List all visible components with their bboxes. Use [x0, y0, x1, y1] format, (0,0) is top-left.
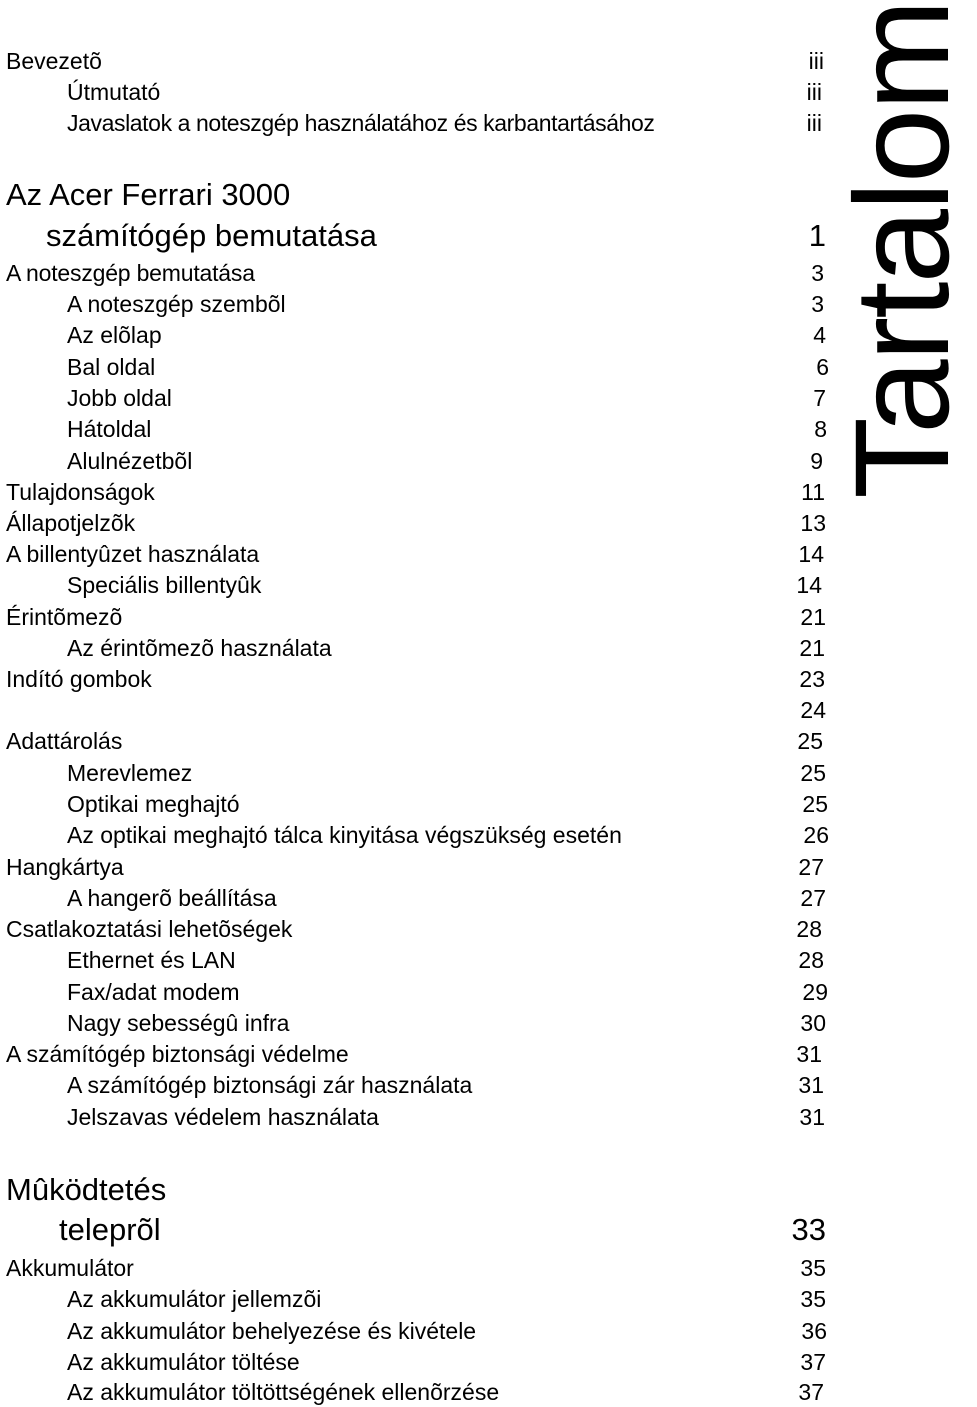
toc-entry[interactable] [0, 820, 960, 850]
toc-entry-title: Az elõlap [67, 322, 162, 348]
toc-entry-page: iii [808, 48, 824, 74]
toc-entry[interactable] [0, 789, 960, 819]
toc-entry-page: 7 [813, 385, 826, 411]
side-title [828, 0, 977, 510]
chapter-page: 1 [808, 218, 826, 253]
toc-entry[interactable] [0, 883, 960, 913]
toc-entry-title: Ethernet és LAN [67, 947, 236, 973]
toc-entry[interactable] [0, 1039, 960, 1069]
toc-entry-page: 31 [796, 1041, 822, 1067]
toc-entry[interactable] [0, 320, 960, 350]
toc-entry-title: Állapotjelzõk [6, 510, 136, 536]
toc-entry-title: A számítógép biztonsági zár használata [67, 1072, 473, 1098]
toc-entry-title: Hangkártya [6, 854, 124, 880]
toc-entry-title: Bevezetõ [6, 48, 102, 74]
toc-entry-title: Akkumulátor [6, 1255, 134, 1281]
toc-entry-title: Útmutató [67, 79, 161, 105]
toc-entry-title: Fax/adat modem [67, 979, 240, 1005]
toc-entry-title: Adattárolás [6, 728, 123, 754]
toc-entry[interactable] [0, 945, 960, 975]
toc-entry-page: 25 [800, 760, 826, 786]
toc-entry-page: 3 [811, 260, 824, 286]
toc-entry[interactable] [0, 383, 960, 413]
toc-entry[interactable] [0, 602, 960, 632]
toc-entry[interactable] [0, 352, 960, 382]
toc-entry-page: 23 [799, 666, 825, 692]
toc-entry[interactable] [0, 726, 960, 756]
toc-entry-title: Jelszavas védelem használata [67, 1104, 379, 1130]
toc-entry-page: 27 [800, 885, 826, 911]
toc-entry-page: 35 [800, 1286, 826, 1312]
toc-entry-page: 25 [802, 791, 828, 817]
toc-entry-title: Az akkumulátor töltése [67, 1349, 300, 1375]
toc-entry-page: 29 [802, 979, 828, 1005]
toc-entry-page: 14 [798, 541, 824, 567]
toc-entry-page: 26 [803, 822, 829, 848]
toc-entry-page: 36 [801, 1318, 827, 1344]
toc-entry-title: Tulajdonságok [6, 479, 155, 505]
toc-entry[interactable] [0, 289, 960, 319]
toc-entry[interactable] [0, 977, 960, 1007]
toc-entry-page: 37 [798, 1379, 824, 1405]
toc-entry-page: 31 [799, 1104, 825, 1130]
toc-entry[interactable] [0, 570, 960, 600]
toc-entry-title: Optikai meghajtó [67, 791, 240, 817]
toc-entry[interactable] [0, 664, 960, 694]
toc-entry-page: 37 [800, 1349, 826, 1375]
toc-entry[interactable] [0, 1008, 960, 1038]
toc-entry-title: Alulnézetbõl [67, 448, 193, 474]
toc-entry-title: Hátoldal [67, 416, 152, 442]
toc-entry-page: 25 [797, 728, 823, 754]
toc-entry-title: Az akkumulátor jellemzõi [67, 1286, 322, 1312]
toc-entry-page: 30 [800, 1010, 826, 1036]
toc-entry-title: A hangerõ beállítása [67, 885, 277, 911]
toc-entry-title: Nagy sebességû infra [67, 1010, 290, 1036]
toc-entry[interactable] [0, 46, 960, 76]
toc-entry-page: 24 [800, 697, 826, 723]
toc-entry[interactable] [0, 1316, 960, 1346]
toc-entry-title: Az érintõmezõ használata [67, 635, 332, 661]
toc-entry-title: Érintõmezõ [6, 604, 123, 630]
toc-entry[interactable] [0, 108, 960, 138]
toc-entry-page: 27 [798, 854, 824, 880]
toc-entry[interactable] [0, 695, 960, 725]
chapter-title-line1: Mûködtetés [6, 1172, 167, 1207]
chapter-title-line1: Az Acer Ferrari 3000 [6, 177, 291, 212]
toc-entry-page: 21 [800, 604, 826, 630]
toc-entry-page: iii [806, 79, 822, 105]
toc-entry-title: A billentyûzet használata [6, 541, 260, 567]
toc-entry[interactable] [0, 77, 960, 107]
toc-entry-title: Javaslatok a noteszgép használatához és karbantartásához [67, 110, 655, 136]
toc-entry-page: 13 [800, 510, 826, 536]
toc-entry[interactable] [0, 1253, 960, 1283]
toc-entry-title: A noteszgép bemutatása [6, 260, 255, 286]
toc-entry[interactable] [0, 539, 960, 569]
toc-entry-title: Csatlakoztatási lehetõségek [6, 916, 293, 942]
chapter-title-line2: teleprõl [59, 1212, 161, 1247]
toc-entry-page: 28 [798, 947, 824, 973]
toc-entry-page: 28 [796, 916, 822, 942]
side-title-text: Tartalom [828, 1, 977, 499]
toc-entry[interactable] [0, 1377, 960, 1407]
toc-entry-title: Speciális billentyûk [67, 572, 262, 598]
toc-entry[interactable] [0, 1347, 960, 1377]
toc-entry-title: Indító gombok [6, 666, 152, 692]
toc-entry-page: iii [806, 110, 822, 136]
toc-entry-page: 21 [799, 635, 825, 661]
toc-entry[interactable] [0, 477, 960, 507]
toc-entry-title: A noteszgép szembõl [67, 291, 286, 317]
toc-entry-title: A számítógép biztonsági védelme [6, 1041, 349, 1067]
toc-entry[interactable] [0, 1102, 960, 1132]
chapter-page: 33 [791, 1212, 826, 1247]
toc-entry[interactable] [0, 1070, 960, 1100]
toc-entry[interactable] [0, 852, 960, 882]
toc-entry-page: 14 [796, 572, 822, 598]
toc-entry[interactable] [0, 446, 960, 476]
toc-entry-title: Az akkumulátor behelyezése és kivétele [67, 1318, 477, 1344]
toc-entry-title: Az optikai meghajtó tálca kinyitása végszükség esetén [67, 822, 622, 848]
toc-entry-title: Az akkumulátor töltöttségének ellenõrzése [67, 1379, 500, 1405]
toc-entry-page: 3 [811, 291, 824, 317]
toc-entry-page: 11 [801, 479, 825, 505]
toc-entry[interactable] [0, 914, 960, 944]
toc-entry-title: Bal oldal [67, 354, 156, 380]
toc-entry-title: Merevlemez [67, 760, 193, 786]
chapter-title-line2: számítógép bemutatása [46, 218, 377, 253]
toc-entry[interactable] [0, 758, 960, 788]
toc-entry-page: 8 [814, 416, 827, 442]
toc-entry[interactable] [0, 258, 960, 288]
toc-entry[interactable] [0, 414, 960, 444]
toc-entry-title: Jobb oldal [67, 385, 172, 411]
toc-entry-page: 35 [800, 1255, 826, 1281]
toc-entry[interactable] [0, 633, 960, 663]
toc-entry[interactable] [0, 508, 960, 538]
toc-entry-page: 6 [816, 354, 829, 380]
toc-entry[interactable] [0, 1284, 960, 1314]
toc-entry-page: 31 [798, 1072, 824, 1098]
toc-entry-page: 4 [813, 322, 826, 348]
toc-entry-page: 9 [810, 448, 823, 474]
